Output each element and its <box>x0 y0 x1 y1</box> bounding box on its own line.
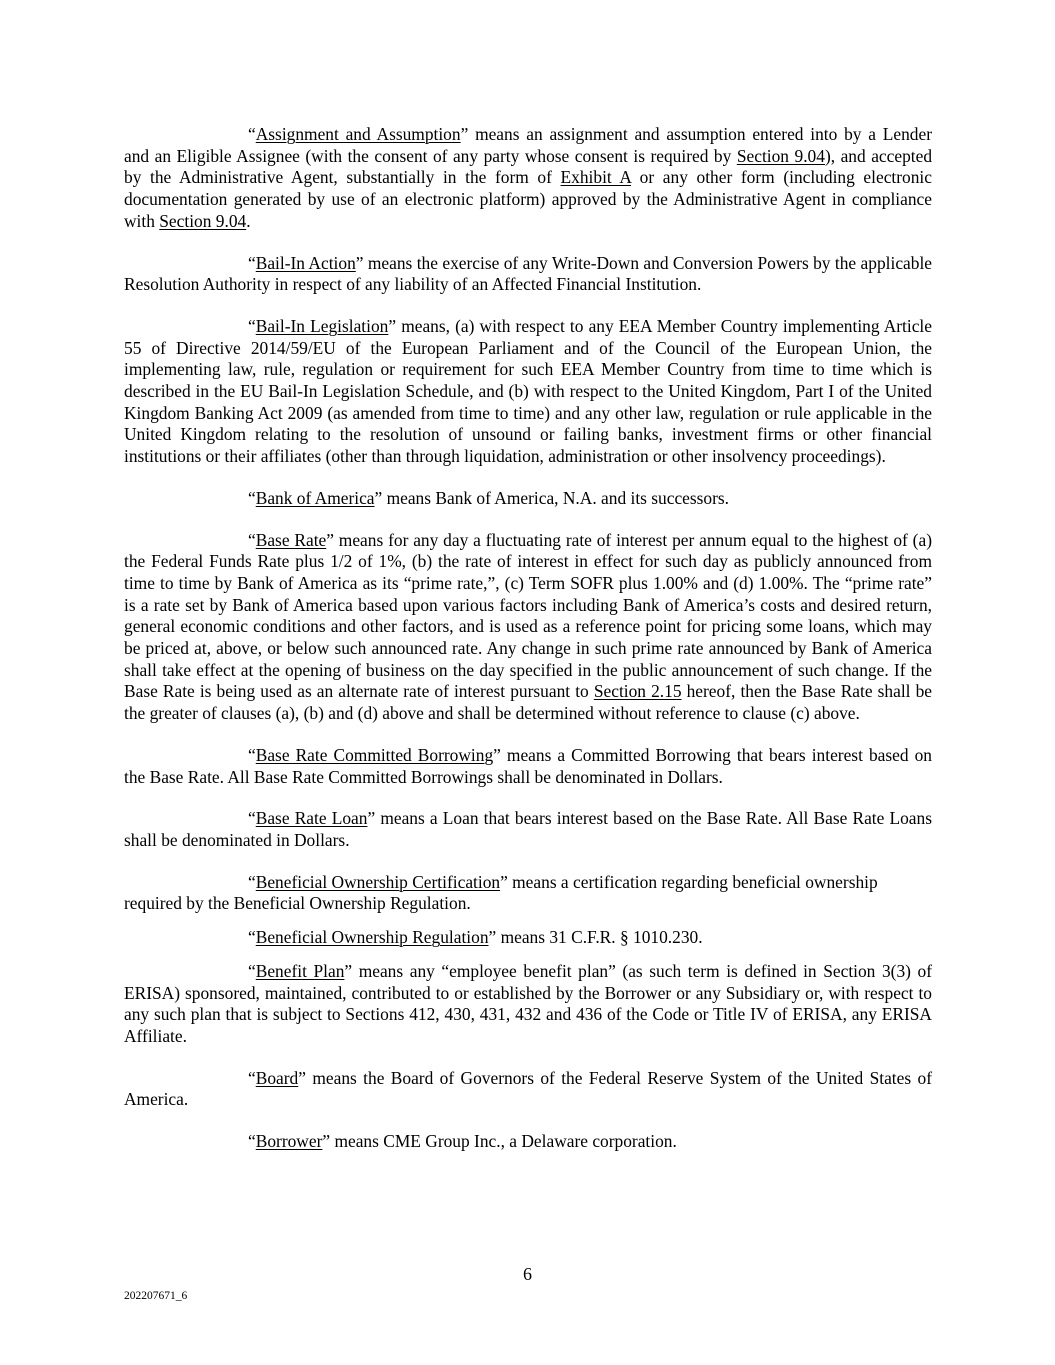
definition-beneficial-ownership-certification: “Beneficial Ownership Certification” means a certification regarding beneficial ownership required by the Beneficial Ownership Regulation. <box>124 871 878 914</box>
definition-base-rate-committed-borrowing: “Base Rate Committed Borrowing” means a Committed Borrowing that bears interest based on the Base Rate. All Base Rate Committed Borrowings shall be denominated in Dollars. <box>124 744 932 787</box>
definitions-list <box>124 124 932 1173</box>
definition-benefit-plan: “Benefit Plan” means any “employee benefit plan” (as such term is defined in Section 3(3) of ERISA) sponsored, maintained, contributed to or established by the Borrower or any Subsidiary or, with respect to any such plan that is subject to Sections 412, 430, 431, 432 and 436 of the Code or Title IV of ERISA, any ERISA Affiliate. <box>124 960 932 1046</box>
defined-term: Board <box>255 1067 299 1088</box>
definition-bail-in-action: “Bail-In Action” means the exercise of any Write-Down and Conversion Powers by the applicable Resolution Authority in respect of any liability of an Affected Financial Institution. <box>124 252 933 295</box>
defined-term: Beneficial Ownership Regulation <box>255 927 489 948</box>
section-reference: Section 2.15 <box>593 681 682 702</box>
definition-base-rate: “Base Rate” means for any day a fluctuating rate of interest per annum equal to the highest of (a) the Federal Funds Rate plus 1/2 of 1%, (b) the rate of interest in effect for such day as publicly announced from time to time by Bank of America as its “prime rate,”, (c) Term SOFR plus 1.00% and (d) 1.00%. The “prime rate” is a rate set by Bank of America based upon various factors including Bank of America’s costs and desired return, general economic conditions and other factors, and is used as a reference point for pricing some loans, which may be priced at, above, or below such announced rate. Any change in such prime rate announced by Bank of America shall take effect at the opening of business on the day specified in the public announcement of such change. If the Base Rate is being used as an alternate rate of interest pursuant to Section 2.15 hereof, then the Base Rate shall be the greater of clauses (a), (b) and (d) above and shall be determined without reference to clause (c) above. <box>124 529 932 724</box>
definition-bank-of-america: “Bank of America” means Bank of America, N.A. and its successors. <box>248 487 730 508</box>
defined-term: Base Rate Loan <box>255 808 368 829</box>
defined-term: Bank of America <box>255 487 375 508</box>
defined-term: Bail-In Action <box>255 252 356 273</box>
definition-base-rate-loan: “Base Rate Loan” means a Loan that bears interest based on the Base Rate. All Base Rate Loans shall be denominated in Dollars. <box>124 808 932 850</box>
defined-term: Borrower <box>255 1131 323 1152</box>
definition-bail-in-legislation: “Bail-In Legislation” means, (a) with respect to any EEA Member Country implementing Article 55 of Directive 2014/59/EU of the European Parliament and of the Council of the European Union, the implementing law, rule, regulation or requirement for such EEA Member Country from time to time which is described in the EU Bail-In Legislation Schedule, and (b) with respect to the United Kingdom, Part I of the United Kingdom Banking Act 2009 (as amended from time to time) and any other law, regulation or rule applicable in the United Kingdom relating to the resolution of unsound or failing banks, investment firms or other financial institutions or their affiliates (other than through liquidation, administration or other insolvency proceedings). <box>124 315 932 467</box>
defined-term: Assignment and Assumption <box>255 124 461 144</box>
page-number: 6 <box>523 1264 532 1284</box>
defined-term: Bail-In Legislation <box>255 315 389 336</box>
defined-term: Benefit Plan <box>255 960 345 981</box>
section-reference: Section 9.04 <box>736 145 825 166</box>
section-reference: Section 9.04 <box>159 210 247 231</box>
defined-term: Beneficial Ownership Certification <box>255 871 501 892</box>
definition-borrower: “Borrower” means CME Group Inc., a Delaware corporation. <box>248 1131 677 1152</box>
defined-term: Base Rate Committed Borrowing <box>255 744 494 765</box>
definition-board: “Board” means the Board of Governors of the Federal Reserve System of the United States of America. <box>124 1067 932 1110</box>
defined-term: Base Rate <box>255 529 327 550</box>
definition-beneficial-ownership-regulation: “Beneficial Ownership Regulation” means 31 C.F.R. § 1010.230. <box>248 927 703 948</box>
definition-assignment-and-assumption: “Assignment and Assumption” means an assignment and assumption entered into by a Lender and an Eligible Assignee (with the consent of any party whose consent is required by Section 9.04), and accepted by the Administrative Agent, substantially in the form of Exhibit A or any other form (including electronic documentation generated by use of an electronic platform) approved by the Administrative Agent in compliance with Section 9.04. <box>124 124 933 231</box>
document-id: 202207671_6 <box>124 1290 188 1302</box>
exhibit-reference: Exhibit A <box>560 167 632 188</box>
